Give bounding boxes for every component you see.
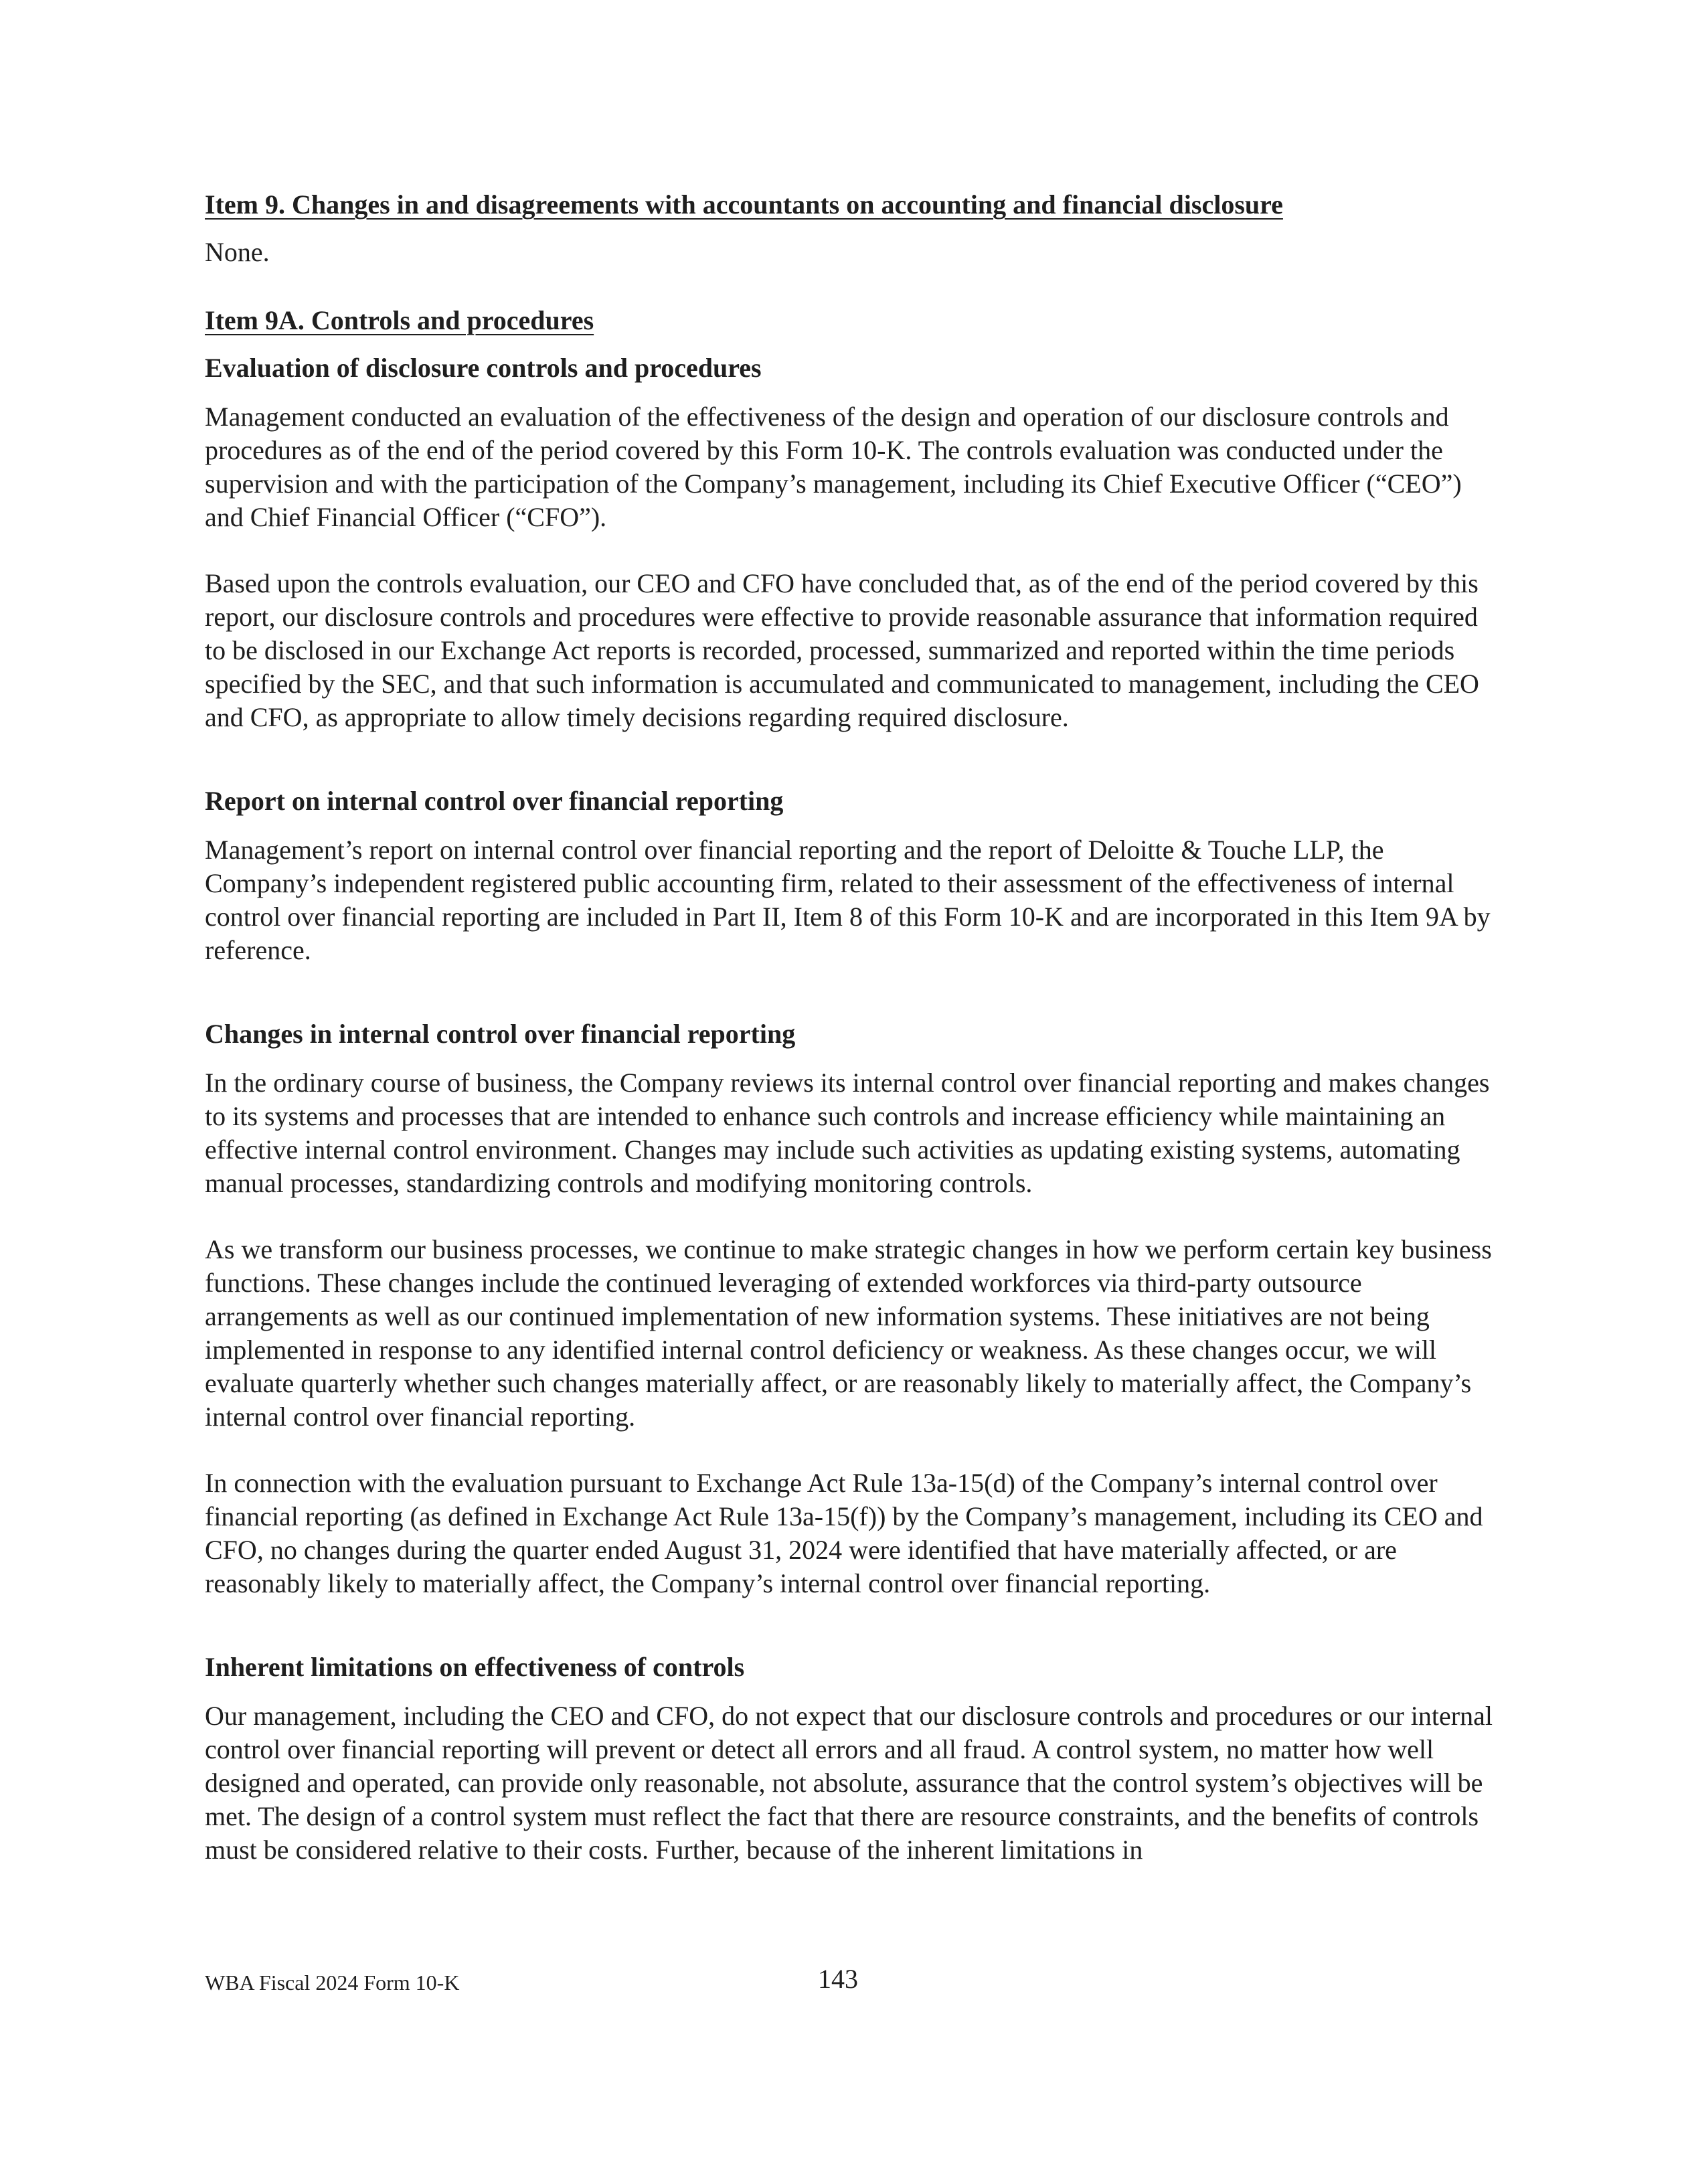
section-heading: Changes in internal control over financial reporting <box>205 1019 796 1049</box>
page-number: 143 <box>818 1964 858 1994</box>
page-content <box>205 189 1497 1867</box>
section-heading: Inherent limitations on effectiveness of controls <box>205 1652 745 1682</box>
paragraph: Management’s report on internal control over financial reporting and the report of Deloitte & Touche LLP, the Company’s independent registered public accounting firm, related to their assessment of the effectiveness of internal control over financial reporting are included in Part II, Item 8 of this Form 10-K and are incorporated in this Item 9A by reference. <box>205 835 1491 965</box>
section-heading: Evaluation of disclosure controls and procedures <box>205 353 762 383</box>
paragraph: Based upon the controls evaluation, our CEO and CFO have concluded that, as of the end of the period covered by this report, our disclosure controls and procedures were effective to provide reasonable assurance that information required to be disclosed in our Exchange Act reports is recorded, processed, summarized and reported within the time periods specified by the SEC, and that such information is accumulated and communicated to management, including the CEO and CFO, as appropriate to allow timely decisions regarding required disclosure. <box>205 568 1479 732</box>
item-9-heading: Item 9. Changes in and disagreements with accountants on accounting and financial disclosure <box>205 189 1283 220</box>
paragraph: Our management, including the CEO and CFO, do not expect that our disclosure controls and procedures or our internal control over financial reporting will prevent or detect all errors and all fraud. A control system, no matter how well designed and operated, can provide only reasonable, not absolute, assurance that the control system’s objectives will be met. The design of a control system must reflect the fact that there are resource constraints, and the benefits of controls must be considered relative to their costs. Further, because of the inherent limitations in <box>205 1701 1493 1865</box>
paragraph: Management conducted an evaluation of the effectiveness of the design and operation of our disclosure controls and procedures as of the end of the period covered by this Form 10-K. The controls evaluation was conducted under the supervision and with the participation of the Company’s management, including its Chief Executive Officer (“CEO”) and Chief Financial Officer (“CFO”). <box>205 402 1462 532</box>
paragraph: As we transform our business processes, we continue to make strategic changes in how we perform certain key business functions. These changes include the continued leveraging of extended workforces via third-party outsource arrangements as well as our continued implementation of new information systems. These initiatives are not being implemented in response to any identified internal control deficiency or weakness. As these changes occur, we will evaluate quarterly whether such changes materially affect, or are reasonably likely to materially affect, the Company’s internal control over financial reporting. <box>205 1234 1492 1432</box>
paragraph: In the ordinary course of business, the Company reviews its internal control over financial reporting and makes changes to its systems and processes that are intended to enhance such controls and increase efficiency while maintaining an effective internal control environment. Changes may include such activities as updating existing systems, automating manual processes, standardizing controls and modifying monitoring controls. <box>205 1068 1490 1198</box>
paragraph: In connection with the evaluation pursuant to Exchange Act Rule 13a-15(d) of the Company’s internal control over financial reporting (as defined in Exchange Act Rule 13a-15(f)) by the Company’s management, including its CEO and CFO, no changes during the quarter ended August 31, 2024 were identified that have materially affected, or are reasonably likely to materially affect, the Company’s internal control over financial reporting. <box>205 1468 1483 1598</box>
footer-document-title: WBA Fiscal 2024 Form 10-K <box>205 1970 460 1995</box>
item-9a-heading: Item 9A. Controls and procedures <box>205 305 594 335</box>
item-9-body: None. <box>205 237 270 267</box>
section-heading: Report on internal control over financial reporting <box>205 786 784 816</box>
